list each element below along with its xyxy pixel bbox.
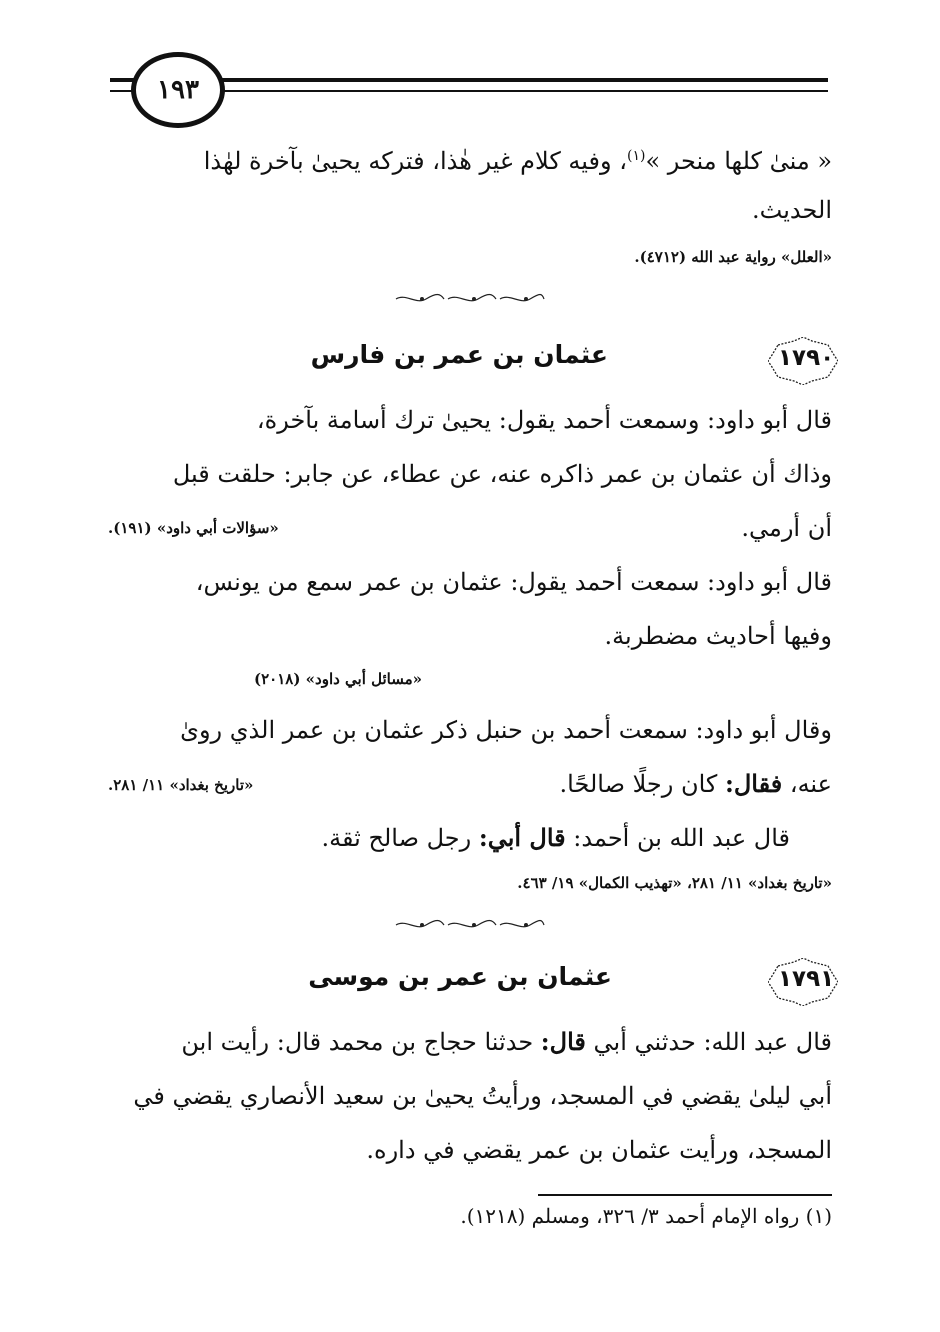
source-ref: «تاريخ بغداد» ١١/ ٢٨١.: [108, 776, 254, 794]
ornament-divider: [392, 292, 548, 306]
paragraph-line: وقال أبو داود: سمعت أحمد بن حنبل ذكر عثمان بن عمر الذي روىٰ: [180, 716, 832, 744]
bold-span: قال أبي:: [478, 823, 566, 852]
paragraph-line: أبي ليلىٰ يقضي في المسجد، ورأيتُ يحيىٰ بن سعيد الأنصاري يقضي في: [133, 1082, 832, 1110]
page-number: ١٩٣: [131, 52, 225, 128]
footnote: (١) رواه الإمام أحمد ٣/ ٣٢٦، ومسلم (١٢١٨).: [460, 1204, 832, 1228]
entry-title: عثمان بن عمر بن فارس: [310, 340, 608, 369]
source-ref: «سؤالات أبي داود» (١٩١).: [108, 519, 279, 537]
entry-number: ١٧٩٠: [778, 345, 835, 371]
source-ref: «العلل» رواية عبد الله (٤٧١٢).: [634, 248, 832, 266]
source-ref: «مسائل أبي داود» (٢٠١٨): [254, 670, 422, 688]
text-span: قال عبد الله بن أحمد:: [565, 824, 790, 852]
text-span: حدثنا حجاج بن محمد قال: رأيت ابن: [181, 1028, 541, 1056]
footnote-rule: [538, 1194, 832, 1196]
entry-title: عثمان بن عمر بن موسى: [308, 962, 612, 991]
paragraph-line: وذاك أن عثمان بن عمر ذاكره عنه، عن عطاء، عن جابر: حلقت قبل: [172, 460, 832, 488]
bold-span: فقال:: [724, 769, 783, 798]
text-span: قال عبد الله: حدثني أبي: [585, 1028, 832, 1056]
footnote-marker: (١): [626, 148, 646, 164]
text-span: كان رجلًا صالحًا.: [559, 770, 725, 798]
paragraph-line: المسجد، ورأيت عثمان بن عمر يقضي في داره.: [366, 1136, 832, 1164]
paragraph-line: [108, 1014, 832, 1070]
source-ref: «تاريخ بغداد» ١١/ ٢٨١، «تهذيب الكمال» ١٩/ ٤٦٣.: [517, 874, 832, 892]
top-line-2: الحديث.: [752, 196, 832, 224]
paragraph-line: وفيها أحاديث مضطربة.: [604, 622, 832, 650]
quote-text: « منىٰ كلها منحر »: [645, 147, 832, 175]
ornament-divider: [392, 918, 548, 932]
bold-span: قال:: [540, 1027, 586, 1056]
paragraph-line: [108, 810, 790, 866]
paragraph-line: قال أبو داود: وسمعت أحمد يقول: يحيىٰ ترك أسامة بآخرة،: [256, 406, 832, 434]
entry-number: ١٧٩١: [778, 966, 835, 992]
text-span: عنه،: [782, 770, 832, 798]
top-line-1: [108, 128, 832, 189]
paragraph-line: أن أرمي.: [741, 514, 832, 542]
paragraph-line: قال أبو داود: سمعت أحمد يقول: عثمان بن عمر سمع من يونس،: [195, 568, 832, 596]
text-span: رجل صالح ثقة.: [321, 824, 479, 852]
top-line-1-rest: ، وفيه كلام غير هٰذا، فتركه يحيىٰ بآخرة لهٰذا: [203, 147, 627, 175]
